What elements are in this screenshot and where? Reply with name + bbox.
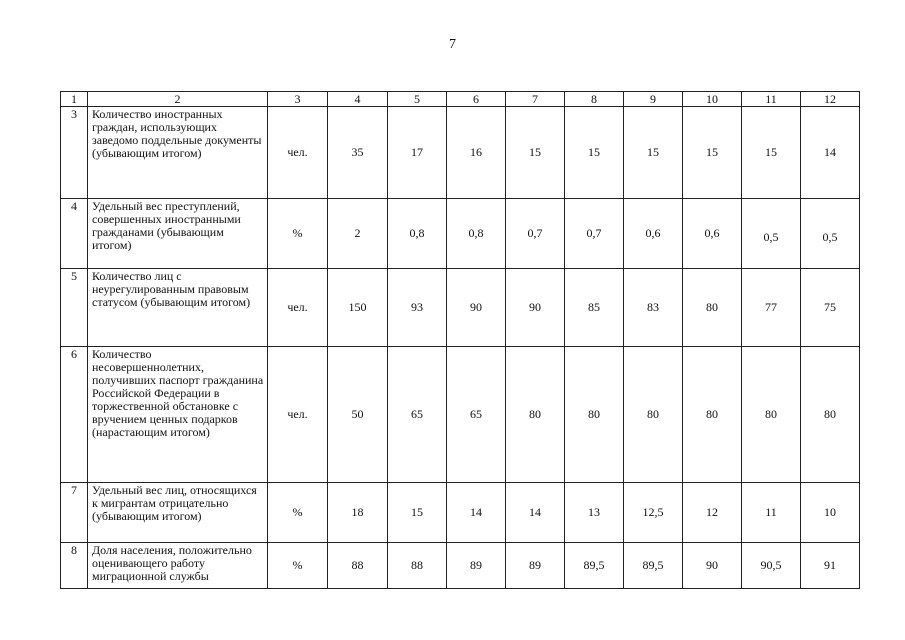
value-cell: 35 [328, 107, 388, 199]
value-cell: 0,7 [565, 199, 624, 269]
value-cell: 90 [683, 543, 742, 589]
unit-cell: чел. [268, 107, 328, 199]
value-cell: 50 [328, 347, 388, 483]
value-cell: 80 [565, 347, 624, 483]
column-number: 6 [447, 92, 506, 107]
unit-cell: чел. [268, 269, 328, 347]
value-cell: 89,5 [565, 543, 624, 589]
value-cell: 90 [447, 269, 506, 347]
unit-cell: чел. [268, 347, 328, 483]
indicator-name: Удельный вес преступлений, совершенных иностранными гражданами (убывающим итогом) [88, 199, 268, 269]
value-cell: 15 [388, 483, 447, 543]
page-number: 7 [449, 37, 456, 52]
value-cell: 80 [801, 347, 860, 483]
value-cell: 12,5 [624, 483, 683, 543]
value-cell: 65 [388, 347, 447, 483]
row-number: 5 [61, 269, 88, 347]
unit-cell: % [268, 483, 328, 543]
column-number: 2 [88, 92, 268, 107]
column-number: 7 [506, 92, 565, 107]
value-cell: 15 [565, 107, 624, 199]
indicator-name: Количество лиц с неурегулированным правовым статусом (убывающим итогом) [88, 269, 268, 347]
value-cell: 17 [388, 107, 447, 199]
value-cell: 80 [624, 347, 683, 483]
indicator-name: Количество иностранных граждан, использующих заведомо поддельные документы (убывающим итогом) [88, 107, 268, 199]
column-number: 8 [565, 92, 624, 107]
column-number: 9 [624, 92, 683, 107]
value-cell: 85 [565, 269, 624, 347]
value-cell: 80 [742, 347, 801, 483]
value-cell: 14 [801, 107, 860, 199]
value-cell: 18 [328, 483, 388, 543]
table-row [61, 347, 860, 483]
value-cell: 88 [328, 543, 388, 589]
row-number: 4 [61, 199, 88, 269]
value-cell: 14 [447, 483, 506, 543]
indicator-name: Количество несовершеннолетних, получивших паспорт гражданина Российской Федерации в торжественной обстановке с вручением ценных подарков (нарастающим итогом) [88, 347, 268, 483]
column-number: 10 [683, 92, 742, 107]
value-cell: 15 [742, 107, 801, 199]
value-cell: 65 [447, 347, 506, 483]
value-cell: 89 [447, 543, 506, 589]
value-cell: 14 [506, 483, 565, 543]
table-row [61, 543, 860, 589]
value-cell: 13 [565, 483, 624, 543]
table-row [61, 269, 860, 347]
value-cell: 15 [683, 107, 742, 199]
value-cell: 80 [506, 347, 565, 483]
indicators-table [60, 91, 860, 589]
value-cell: 16 [447, 107, 506, 199]
value-cell: 0,5 [801, 199, 860, 269]
column-number: 3 [268, 92, 328, 107]
value-cell: 90 [506, 269, 565, 347]
row-number: 8 [61, 543, 88, 589]
table-row [61, 483, 860, 543]
value-cell: 2 [328, 199, 388, 269]
row-number: 6 [61, 347, 88, 483]
value-cell: 15 [624, 107, 683, 199]
unit-cell: % [268, 199, 328, 269]
column-number: 12 [801, 92, 860, 107]
value-cell: 80 [683, 269, 742, 347]
column-number: 1 [61, 92, 88, 107]
unit-cell: % [268, 543, 328, 589]
indicator-name: Удельный вес лиц, относящихся к мигрантам отрицательно (убывающим итогом) [88, 483, 268, 543]
header-row [61, 92, 860, 107]
value-cell: 93 [388, 269, 447, 347]
column-number: 4 [328, 92, 388, 107]
value-cell: 91 [801, 543, 860, 589]
value-cell: 0,8 [447, 199, 506, 269]
column-number: 5 [388, 92, 447, 107]
value-cell: 77 [742, 269, 801, 347]
indicator-name: Доля населения, положительно оценивающего работу миграционной службы [88, 543, 268, 589]
value-cell: 0,6 [624, 199, 683, 269]
value-cell: 0,7 [506, 199, 565, 269]
table-row [61, 107, 860, 199]
value-cell: 15 [506, 107, 565, 199]
value-cell: 11 [742, 483, 801, 543]
value-cell: 0,8 [388, 199, 447, 269]
value-cell: 88 [388, 543, 447, 589]
value-cell: 90,5 [742, 543, 801, 589]
value-cell: 89,5 [624, 543, 683, 589]
value-cell: 0,6 [683, 199, 742, 269]
table-row [61, 199, 860, 269]
value-cell: 80 [683, 347, 742, 483]
value-cell: 75 [801, 269, 860, 347]
value-cell: 150 [328, 269, 388, 347]
value-cell: 0,5 [742, 199, 801, 269]
value-cell: 12 [683, 483, 742, 543]
value-cell: 89 [506, 543, 565, 589]
value-cell: 10 [801, 483, 860, 543]
row-number: 7 [61, 483, 88, 543]
column-number: 11 [742, 92, 801, 107]
value-cell: 83 [624, 269, 683, 347]
row-number: 3 [61, 107, 88, 199]
